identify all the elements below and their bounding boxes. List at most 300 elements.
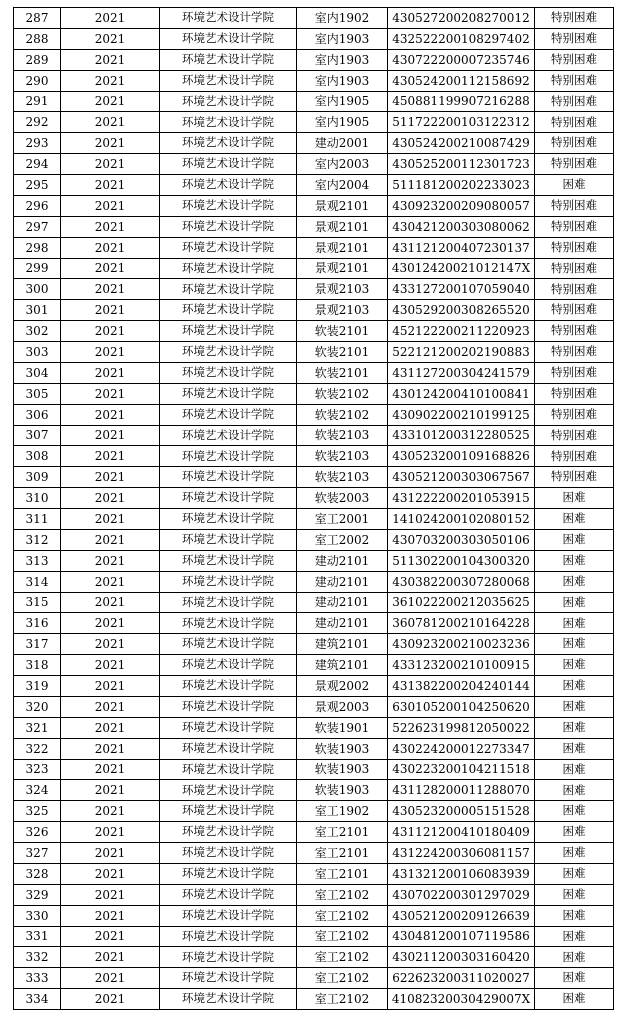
- table-row: [14, 425, 614, 446]
- difficulty-level-cell: 特别困难: [535, 195, 614, 216]
- college-cell: 环境艺术设计学院: [160, 133, 297, 154]
- year-cell: 2021: [61, 175, 160, 196]
- college-cell: 环境艺术设计学院: [160, 488, 297, 509]
- id-number-cell: 41082320030429007X: [388, 989, 535, 1010]
- year-cell: 2021: [61, 863, 160, 884]
- college-cell: 环境艺术设计学院: [160, 968, 297, 989]
- difficulty-level-cell: 困难: [535, 571, 614, 592]
- class-cell: 软装2003: [297, 488, 388, 509]
- table-row: [14, 759, 614, 780]
- class-cell: 软装2103: [297, 446, 388, 467]
- class-cell: 软装2103: [297, 425, 388, 446]
- class-cell: 室工1902: [297, 801, 388, 822]
- serial-number-cell: 297: [14, 216, 61, 237]
- id-number-cell: 511181200202233023: [388, 175, 535, 196]
- id-number-cell: 430722200007235746: [388, 49, 535, 70]
- difficulty-level-cell: 困难: [535, 175, 614, 196]
- college-cell: 环境艺术设计学院: [160, 112, 297, 133]
- id-number-cell: 431321200106083939: [388, 863, 535, 884]
- year-cell: 2021: [61, 112, 160, 133]
- college-cell: 环境艺术设计学院: [160, 362, 297, 383]
- year-cell: 2021: [61, 446, 160, 467]
- class-cell: 室工2101: [297, 863, 388, 884]
- college-cell: 环境艺术设计学院: [160, 49, 297, 70]
- college-cell: 环境艺术设计学院: [160, 467, 297, 488]
- year-cell: 2021: [61, 342, 160, 363]
- table-row: [14, 362, 614, 383]
- serial-number-cell: 309: [14, 467, 61, 488]
- year-cell: 2021: [61, 801, 160, 822]
- year-cell: 2021: [61, 509, 160, 530]
- serial-number-cell: 290: [14, 70, 61, 91]
- serial-number-cell: 331: [14, 926, 61, 947]
- college-cell: 环境艺术设计学院: [160, 237, 297, 258]
- serial-number-cell: 324: [14, 780, 61, 801]
- college-cell: 环境艺术设计学院: [160, 154, 297, 175]
- serial-number-cell: 332: [14, 947, 61, 968]
- college-cell: 环境艺术设计学院: [160, 905, 297, 926]
- table-row: [14, 175, 614, 196]
- table-row: [14, 488, 614, 509]
- difficulty-level-cell: 特别困难: [535, 362, 614, 383]
- class-cell: 室内1903: [297, 49, 388, 70]
- class-cell: 建动2101: [297, 592, 388, 613]
- id-number-cell: 430223200104211518: [388, 759, 535, 780]
- serial-number-cell: 302: [14, 321, 61, 342]
- table-row: [14, 216, 614, 237]
- difficulty-level-cell: 困难: [535, 529, 614, 550]
- class-cell: 软装1903: [297, 759, 388, 780]
- difficulty-level-cell: 特别困难: [535, 70, 614, 91]
- class-cell: 室内1905: [297, 112, 388, 133]
- difficulty-level-cell: 特别困难: [535, 258, 614, 279]
- serial-number-cell: 294: [14, 154, 61, 175]
- difficulty-level-cell: 特别困难: [535, 154, 614, 175]
- year-cell: 2021: [61, 237, 160, 258]
- college-cell: 环境艺术设计学院: [160, 300, 297, 321]
- year-cell: 2021: [61, 216, 160, 237]
- id-number-cell: 522121200202190883: [388, 342, 535, 363]
- id-number-cell: 430211200303160420: [388, 947, 535, 968]
- difficulty-level-cell: 特别困难: [535, 133, 614, 154]
- table-row: [14, 91, 614, 112]
- college-cell: 环境艺术设计学院: [160, 592, 297, 613]
- id-number-cell: 430902200210199125: [388, 404, 535, 425]
- difficulty-level-cell: 特别困难: [535, 91, 614, 112]
- college-cell: 环境艺术设计学院: [160, 759, 297, 780]
- college-cell: 环境艺术设计学院: [160, 509, 297, 530]
- college-cell: 环境艺术设计学院: [160, 780, 297, 801]
- serial-number-cell: 330: [14, 905, 61, 926]
- serial-number-cell: 319: [14, 676, 61, 697]
- serial-number-cell: 329: [14, 884, 61, 905]
- table-row: [14, 300, 614, 321]
- difficulty-level-cell: 困难: [535, 801, 614, 822]
- class-cell: 软装1903: [297, 780, 388, 801]
- class-cell: 室工2102: [297, 926, 388, 947]
- table-row: [14, 822, 614, 843]
- id-number-cell: 630105200104250620: [388, 696, 535, 717]
- serial-number-cell: 305: [14, 383, 61, 404]
- class-cell: 室工2001: [297, 509, 388, 530]
- class-cell: 建动2001: [297, 133, 388, 154]
- difficulty-level-cell: 特别困难: [535, 8, 614, 29]
- table-row: [14, 342, 614, 363]
- difficulty-level-cell: 困难: [535, 613, 614, 634]
- year-cell: 2021: [61, 28, 160, 49]
- difficulty-level-cell: 特别困难: [535, 383, 614, 404]
- serial-number-cell: 316: [14, 613, 61, 634]
- class-cell: 景观2103: [297, 300, 388, 321]
- serial-number-cell: 307: [14, 425, 61, 446]
- id-number-cell: 430529200308265520: [388, 300, 535, 321]
- table-row: [14, 613, 614, 634]
- table-row: [14, 195, 614, 216]
- college-cell: 环境艺术设计学院: [160, 91, 297, 112]
- serial-number-cell: 323: [14, 759, 61, 780]
- id-number-cell: 431128200011288070: [388, 780, 535, 801]
- college-cell: 环境艺术设计学院: [160, 696, 297, 717]
- serial-number-cell: 295: [14, 175, 61, 196]
- class-cell: 景观2002: [297, 676, 388, 697]
- college-cell: 环境艺术设计学院: [160, 383, 297, 404]
- id-number-cell: 361022200212035625: [388, 592, 535, 613]
- year-cell: 2021: [61, 759, 160, 780]
- college-cell: 环境艺术设计学院: [160, 822, 297, 843]
- difficulty-level-cell: 困难: [535, 634, 614, 655]
- table-row: [14, 801, 614, 822]
- college-cell: 环境艺术设计学院: [160, 843, 297, 864]
- year-cell: 2021: [61, 404, 160, 425]
- class-cell: 软装2102: [297, 383, 388, 404]
- difficulty-level-cell: 困难: [535, 905, 614, 926]
- table-row: [14, 258, 614, 279]
- year-cell: 2021: [61, 613, 160, 634]
- college-cell: 环境艺术设计学院: [160, 195, 297, 216]
- difficulty-level-cell: 困难: [535, 863, 614, 884]
- id-number-cell: 511302200104300320: [388, 550, 535, 571]
- table-row: [14, 509, 614, 530]
- year-cell: 2021: [61, 529, 160, 550]
- college-cell: 环境艺术设计学院: [160, 28, 297, 49]
- year-cell: 2021: [61, 550, 160, 571]
- college-cell: 环境艺术设计学院: [160, 738, 297, 759]
- class-cell: 软装1903: [297, 738, 388, 759]
- difficulty-level-cell: 困难: [535, 884, 614, 905]
- difficulty-level-cell: 困难: [535, 843, 614, 864]
- class-cell: 软装2101: [297, 362, 388, 383]
- year-cell: 2021: [61, 968, 160, 989]
- year-cell: 2021: [61, 696, 160, 717]
- serial-number-cell: 325: [14, 801, 61, 822]
- table-row: [14, 8, 614, 29]
- year-cell: 2021: [61, 655, 160, 676]
- serial-number-cell: 293: [14, 133, 61, 154]
- difficulty-level-cell: 困难: [535, 759, 614, 780]
- difficulty-level-cell: 特别困难: [535, 112, 614, 133]
- id-number-cell: 431382200204240144: [388, 676, 535, 697]
- difficulty-level-cell: 困难: [535, 696, 614, 717]
- college-cell: 环境艺术设计学院: [160, 404, 297, 425]
- college-cell: 环境艺术设计学院: [160, 571, 297, 592]
- year-cell: 2021: [61, 425, 160, 446]
- year-cell: 2021: [61, 488, 160, 509]
- college-cell: 环境艺术设计学院: [160, 717, 297, 738]
- class-cell: 建筑2101: [297, 634, 388, 655]
- class-cell: 室工2102: [297, 947, 388, 968]
- year-cell: 2021: [61, 70, 160, 91]
- id-number-cell: 430923200210023236: [388, 634, 535, 655]
- serial-number-cell: 311: [14, 509, 61, 530]
- table-row: [14, 446, 614, 467]
- id-number-cell: 431121200407230137: [388, 237, 535, 258]
- year-cell: 2021: [61, 279, 160, 300]
- difficulty-level-cell: 特别困难: [535, 321, 614, 342]
- table-row: [14, 592, 614, 613]
- college-cell: 环境艺术设计学院: [160, 425, 297, 446]
- table-row: [14, 133, 614, 154]
- college-cell: 环境艺术设计学院: [160, 8, 297, 29]
- serial-number-cell: 321: [14, 717, 61, 738]
- student-aid-table: [13, 7, 614, 1010]
- class-cell: 景观2103: [297, 279, 388, 300]
- id-number-cell: 431121200410180409: [388, 822, 535, 843]
- year-cell: 2021: [61, 843, 160, 864]
- serial-number-cell: 320: [14, 696, 61, 717]
- class-cell: 软装2102: [297, 404, 388, 425]
- class-cell: 建动2101: [297, 571, 388, 592]
- table-row: [14, 154, 614, 175]
- serial-number-cell: 334: [14, 989, 61, 1010]
- college-cell: 环境艺术设计学院: [160, 634, 297, 655]
- class-cell: 建筑2101: [297, 655, 388, 676]
- year-cell: 2021: [61, 947, 160, 968]
- id-number-cell: 450881199907216288: [388, 91, 535, 112]
- difficulty-level-cell: 特别困难: [535, 49, 614, 70]
- serial-number-cell: 304: [14, 362, 61, 383]
- college-cell: 环境艺术设计学院: [160, 613, 297, 634]
- serial-number-cell: 291: [14, 91, 61, 112]
- table-row: [14, 905, 614, 926]
- difficulty-level-cell: 困难: [535, 780, 614, 801]
- table-row: [14, 529, 614, 550]
- college-cell: 环境艺术设计学院: [160, 863, 297, 884]
- college-cell: 环境艺术设计学院: [160, 446, 297, 467]
- year-cell: 2021: [61, 362, 160, 383]
- class-cell: 室内2003: [297, 154, 388, 175]
- serial-number-cell: 289: [14, 49, 61, 70]
- year-cell: 2021: [61, 49, 160, 70]
- class-cell: 室内1903: [297, 70, 388, 91]
- class-cell: 室内1902: [297, 8, 388, 29]
- table-row: [14, 550, 614, 571]
- table-row: [14, 968, 614, 989]
- id-number-cell: 43012420021012147X: [388, 258, 535, 279]
- serial-number-cell: 327: [14, 843, 61, 864]
- id-number-cell: 430525200112301723: [388, 154, 535, 175]
- id-number-cell: 430421200303080062: [388, 216, 535, 237]
- id-number-cell: 431224200306081157: [388, 843, 535, 864]
- year-cell: 2021: [61, 592, 160, 613]
- id-number-cell: 430527200208270012: [388, 8, 535, 29]
- year-cell: 2021: [61, 738, 160, 759]
- class-cell: 室内2004: [297, 175, 388, 196]
- id-number-cell: 430923200209080057: [388, 195, 535, 216]
- table-row: [14, 112, 614, 133]
- id-number-cell: 431127200304241579: [388, 362, 535, 383]
- serial-number-cell: 301: [14, 300, 61, 321]
- serial-number-cell: 328: [14, 863, 61, 884]
- college-cell: 环境艺术设计学院: [160, 70, 297, 91]
- class-cell: 景观2101: [297, 237, 388, 258]
- id-number-cell: 622623200311020027: [388, 968, 535, 989]
- serial-number-cell: 312: [14, 529, 61, 550]
- id-number-cell: 430524200210087429: [388, 133, 535, 154]
- table-row: [14, 696, 614, 717]
- college-cell: 环境艺术设计学院: [160, 529, 297, 550]
- college-cell: 环境艺术设计学院: [160, 321, 297, 342]
- difficulty-level-cell: 困难: [535, 989, 614, 1010]
- id-number-cell: 430523200109168826: [388, 446, 535, 467]
- id-number-cell: 430521200209126639: [388, 905, 535, 926]
- table-row: [14, 467, 614, 488]
- class-cell: 室工2102: [297, 905, 388, 926]
- class-cell: 景观2003: [297, 696, 388, 717]
- table-row: [14, 926, 614, 947]
- table-row: [14, 738, 614, 759]
- college-cell: 环境艺术设计学院: [160, 676, 297, 697]
- year-cell: 2021: [61, 133, 160, 154]
- class-cell: 室工2002: [297, 529, 388, 550]
- table-row: [14, 989, 614, 1010]
- year-cell: 2021: [61, 905, 160, 926]
- id-number-cell: 430523200005151528: [388, 801, 535, 822]
- class-cell: 景观2101: [297, 195, 388, 216]
- class-cell: 建动2101: [297, 613, 388, 634]
- serial-number-cell: 333: [14, 968, 61, 989]
- college-cell: 环境艺术设计学院: [160, 216, 297, 237]
- class-cell: 室工2101: [297, 822, 388, 843]
- difficulty-level-cell: 特别困难: [535, 467, 614, 488]
- class-cell: 软装2103: [297, 467, 388, 488]
- table-row: [14, 843, 614, 864]
- difficulty-level-cell: 困难: [535, 592, 614, 613]
- year-cell: 2021: [61, 321, 160, 342]
- table-row: [14, 28, 614, 49]
- table-row: [14, 717, 614, 738]
- difficulty-level-cell: 特别困难: [535, 279, 614, 300]
- serial-number-cell: 306: [14, 404, 61, 425]
- college-cell: 环境艺术设计学院: [160, 175, 297, 196]
- year-cell: 2021: [61, 676, 160, 697]
- year-cell: 2021: [61, 467, 160, 488]
- table-row: [14, 634, 614, 655]
- serial-number-cell: 303: [14, 342, 61, 363]
- college-cell: 环境艺术设计学院: [160, 279, 297, 300]
- table-row: [14, 49, 614, 70]
- year-cell: 2021: [61, 780, 160, 801]
- college-cell: 环境艺术设计学院: [160, 989, 297, 1010]
- id-number-cell: 522623199812050022: [388, 717, 535, 738]
- table-row: [14, 279, 614, 300]
- difficulty-level-cell: 特别困难: [535, 425, 614, 446]
- table-row: [14, 863, 614, 884]
- table-row: [14, 571, 614, 592]
- year-cell: 2021: [61, 195, 160, 216]
- table-row: [14, 884, 614, 905]
- id-number-cell: 430521200303067567: [388, 467, 535, 488]
- difficulty-level-cell: 困难: [535, 676, 614, 697]
- class-cell: 室内1905: [297, 91, 388, 112]
- table-row: [14, 780, 614, 801]
- class-cell: 室工2102: [297, 989, 388, 1010]
- class-cell: 软装2101: [297, 342, 388, 363]
- id-number-cell: 452122200211220923: [388, 321, 535, 342]
- serial-number-cell: 300: [14, 279, 61, 300]
- serial-number-cell: 296: [14, 195, 61, 216]
- year-cell: 2021: [61, 383, 160, 404]
- serial-number-cell: 315: [14, 592, 61, 613]
- difficulty-level-cell: 困难: [535, 655, 614, 676]
- serial-number-cell: 326: [14, 822, 61, 843]
- difficulty-level-cell: 困难: [535, 717, 614, 738]
- college-cell: 环境艺术设计学院: [160, 926, 297, 947]
- year-cell: 2021: [61, 8, 160, 29]
- year-cell: 2021: [61, 300, 160, 321]
- id-number-cell: 433101200312280525: [388, 425, 535, 446]
- difficulty-level-cell: 困难: [535, 947, 614, 968]
- id-number-cell: 360781200210164228: [388, 613, 535, 634]
- difficulty-level-cell: 困难: [535, 738, 614, 759]
- year-cell: 2021: [61, 884, 160, 905]
- class-cell: 室工2102: [297, 968, 388, 989]
- difficulty-level-cell: 特别困难: [535, 404, 614, 425]
- class-cell: 景观2101: [297, 258, 388, 279]
- difficulty-level-cell: 困难: [535, 550, 614, 571]
- college-cell: 环境艺术设计学院: [160, 801, 297, 822]
- class-cell: 景观2101: [297, 216, 388, 237]
- serial-number-cell: 317: [14, 634, 61, 655]
- id-number-cell: 430224200012273347: [388, 738, 535, 759]
- difficulty-level-cell: 困难: [535, 509, 614, 530]
- table-row: [14, 70, 614, 91]
- id-number-cell: 433127200107059040: [388, 279, 535, 300]
- difficulty-level-cell: 特别困难: [535, 300, 614, 321]
- class-cell: 建动2101: [297, 550, 388, 571]
- class-cell: 软装2101: [297, 321, 388, 342]
- serial-number-cell: 310: [14, 488, 61, 509]
- difficulty-level-cell: 特别困难: [535, 446, 614, 467]
- serial-number-cell: 288: [14, 28, 61, 49]
- difficulty-level-cell: 困难: [535, 822, 614, 843]
- id-number-cell: 430382200307280068: [388, 571, 535, 592]
- serial-number-cell: 292: [14, 112, 61, 133]
- difficulty-level-cell: 特别困难: [535, 28, 614, 49]
- college-cell: 环境艺术设计学院: [160, 342, 297, 363]
- difficulty-level-cell: 困难: [535, 926, 614, 947]
- id-number-cell: 430524200112158692: [388, 70, 535, 91]
- id-number-cell: 431222200201053915: [388, 488, 535, 509]
- id-number-cell: 430481200107119586: [388, 926, 535, 947]
- year-cell: 2021: [61, 258, 160, 279]
- id-number-cell: 511722200103122312: [388, 112, 535, 133]
- serial-number-cell: 308: [14, 446, 61, 467]
- year-cell: 2021: [61, 91, 160, 112]
- table-row: [14, 947, 614, 968]
- table-row: [14, 237, 614, 258]
- table-row: [14, 655, 614, 676]
- id-number-cell: 141024200102080152: [388, 509, 535, 530]
